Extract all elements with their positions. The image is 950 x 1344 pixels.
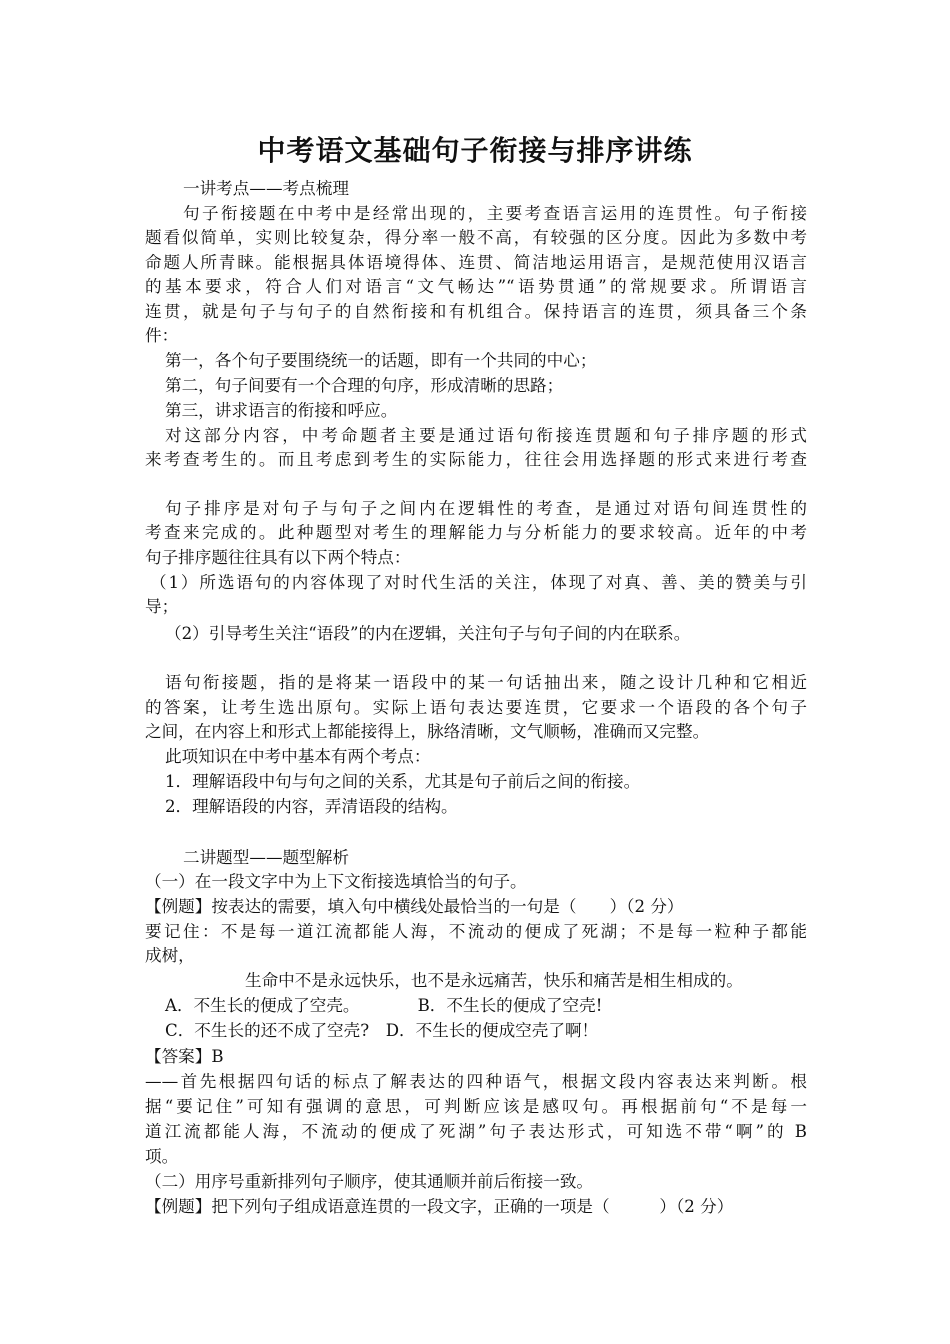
section-heading-1: 一讲考点——考点梳理	[183, 179, 349, 198]
paragraph-line: 考查来完成的。此种题型对考生的理解能力与分析能力的要求较高。近年的中考	[145, 523, 807, 542]
paragraph-line: 之间，在内容上和形式上都能接得上，脉络清晰，文气顺畅，准确而又完整。	[145, 722, 710, 741]
subsection-heading: （二）用序号重新排列句子顺序，使其通顺并前后衔接一致。	[145, 1172, 594, 1191]
explanation-line: ——首先根据四句话的标点了解表达的四种语气，根据文段内容表达来判断。根	[145, 1072, 807, 1091]
point-item: 1．理解语段中句与句之间的关系，尤其是句子前后之间的衔接。	[165, 772, 641, 791]
example-text: 要记住：不是每一道江流都能人海，不流动的便成了死湖；不是每一粒种子都能	[145, 922, 807, 941]
point-item: 2．理解语段的内容，弄清语段的结构。	[165, 797, 458, 816]
section-heading-2: 二讲题型——题型解析	[183, 848, 349, 867]
paragraph-line: 语句衔接题，指的是将某一语段中的某一句话抽出来，随之设计几种和它相近	[165, 673, 807, 692]
paragraph-line: 的答案，让考生选出原句。实际上语句表达要连贯，它要求一个语段的各个句子	[145, 698, 807, 717]
explanation-line: 据“要记住”可知有强调的意思，可判断应该是感叹句。再根据前句“不是每一	[145, 1097, 807, 1116]
subsection-heading: （一）在一段文字中为上下文衔接选填恰当的句子。	[145, 872, 527, 891]
condition-item: 第二，句子间要有一个合理的句序，形成清晰的思路；	[165, 376, 564, 395]
example-text: 生命中不是永远快乐，也不是永远痛苦，快乐和痛苦是相生相成的。	[245, 971, 743, 990]
explanation-line: 道江流都能人海，不流动的便成了死湖”句子表达形式，可知选不带“啊”的 B	[145, 1122, 807, 1141]
option-row: A．不生长的便成了空壳。 B．不生长的便成了空壳!	[165, 996, 603, 1015]
paragraph-line: 来考查考生的。而且考虑到考生的实际能力，往往会用选择题的形式来进行考查	[145, 450, 807, 469]
paragraph-line: 句子排序题往往具有以下两个特点：	[145, 548, 411, 567]
feature-item: （1）所选语句的内容体现了对时代生活的关注，体现了对真、善、美的赞美与引	[150, 573, 807, 592]
condition-item: 第一，各个句子要围绕统一的话题，即有一个共同的中心；	[165, 351, 597, 370]
paragraph-line: 句子衔接题在中考中是经常出现的，主要考查语言运用的连贯性。句子衔接	[183, 204, 807, 223]
explanation-line: 项。	[145, 1147, 179, 1166]
condition-item: 第三，讲求语言的衔接和呼应。	[165, 401, 398, 420]
paragraph-line: 句子排序是对句子与句子之间内在逻辑性的考查，是通过对语句间连贯性的	[165, 499, 807, 518]
example-question: 【例题】按表达的需要，填入句中横线处最恰当的一句是（ ）（2 分）	[145, 897, 684, 916]
paragraph-line: 题看似简单，实则比较复杂，得分率一般不高，有较强的区分度。因此为多数中考	[145, 228, 807, 247]
paragraph-line: 的基本要求，符合人们对语言“文气畅达”“语势贯通”的常规要求。所谓语言	[145, 277, 807, 296]
feature-item: 导；	[145, 597, 179, 616]
answer-label: 【答案】B	[145, 1047, 224, 1066]
paragraph-line: 命题人所青睐。能根据具体语境得体、连贯、简洁地运用语言，是规范使用汉语言	[145, 253, 807, 272]
example-text: 成树，	[145, 946, 195, 965]
feature-item: （2）引导考生关注“语段”的内在逻辑，关注句子与句子间的内在联系。	[165, 624, 691, 643]
paragraph-line: 连贯，就是句子与句子的自然衔接和有机组合。保持语言的连贯，须具备三个条	[145, 302, 807, 321]
paragraph-line: 对这部分内容，中考命题者主要是通过语句衔接连贯题和句子排序题的形式	[165, 426, 807, 445]
document-title: 中考语文基础句子衔接与排序讲练	[257, 134, 693, 167]
option-row: C．不生长的还不成了空壳? D．不生长的便成空壳了啊！	[165, 1021, 599, 1040]
paragraph-line: 此项知识在中考中基本有两个考点：	[165, 747, 431, 766]
example-question: 【例题】把下列句子组成语意连贯的一段文字，正确的一项是（ ）（2 分）	[145, 1197, 734, 1216]
paragraph-line: 件：	[145, 326, 179, 345]
